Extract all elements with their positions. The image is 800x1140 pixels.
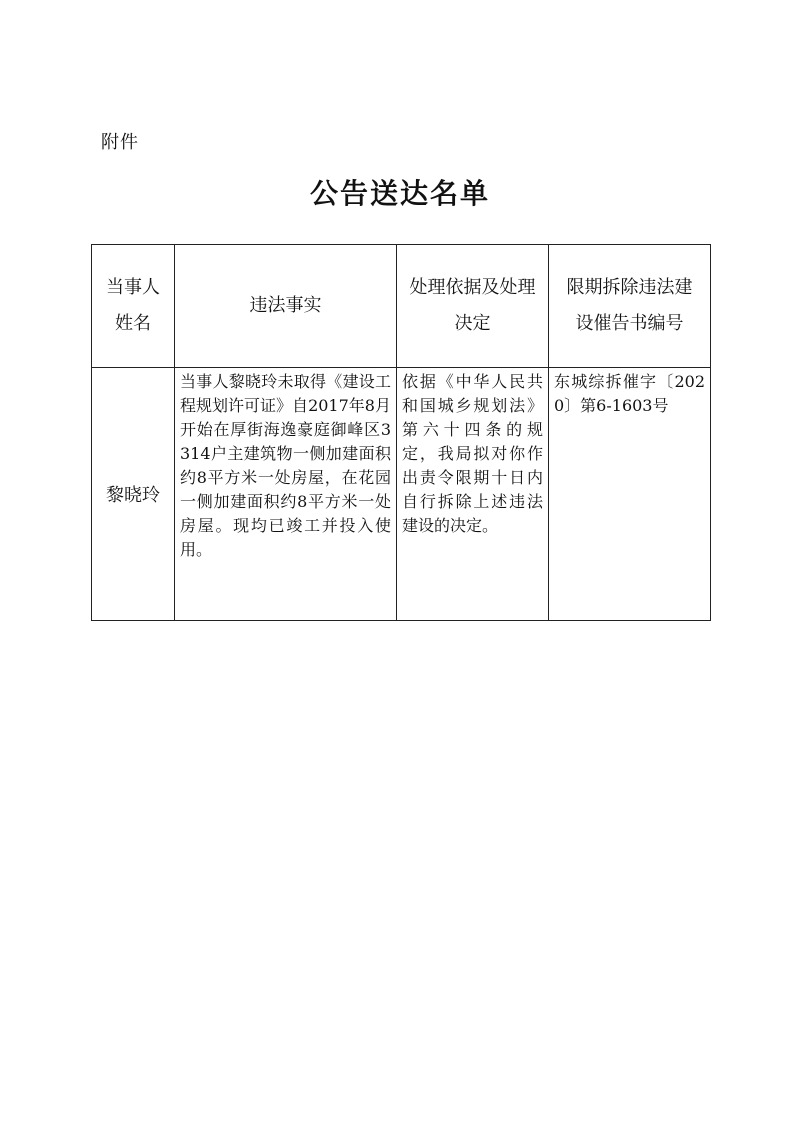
header-party-name xyxy=(92,245,175,368)
service-list-table xyxy=(91,244,711,621)
party-name-cell xyxy=(92,368,175,621)
attachment-label: 附件 xyxy=(101,132,139,153)
legal-basis-text: 依据《中华人民共和国城乡规划法》第六十四条的规定，我局拟对你作出责令限期十日内自行拆除上述违法建设的决定。 xyxy=(402,372,543,535)
violation-facts-cell xyxy=(175,368,397,621)
header-violation-facts-label: 违法事实 xyxy=(249,295,322,316)
notice-number-cell xyxy=(549,368,711,621)
legal-basis-cell xyxy=(397,368,549,621)
party-name: 黎晓玲 xyxy=(106,485,160,506)
page-title: 公告送达名单 xyxy=(309,177,490,210)
header-party-name-label: 当事人姓名 xyxy=(106,277,160,334)
violation-facts-text: 当事人黎晓玲未取得《建设工程规划许可证》自2017年8月开始在厚街海逸豪庭御峰区3314户主建筑物一侧加建面积约8平方米一处房屋，在花园一侧加建面积约8平方米一处房屋。现均已竣工并投入使用。 xyxy=(180,372,391,559)
table-row xyxy=(92,368,711,621)
header-violation-facts xyxy=(175,245,397,368)
header-notice-number-label: 限期拆除违法建设催告书编号 xyxy=(566,277,693,334)
notice-number-text: 东城综拆催字〔2020〕第6-1603号 xyxy=(554,372,705,415)
table-header-row xyxy=(92,245,711,368)
header-notice-number xyxy=(549,245,711,368)
header-legal-basis-label: 处理依据及处理决定 xyxy=(409,277,536,334)
header-legal-basis xyxy=(397,245,549,368)
